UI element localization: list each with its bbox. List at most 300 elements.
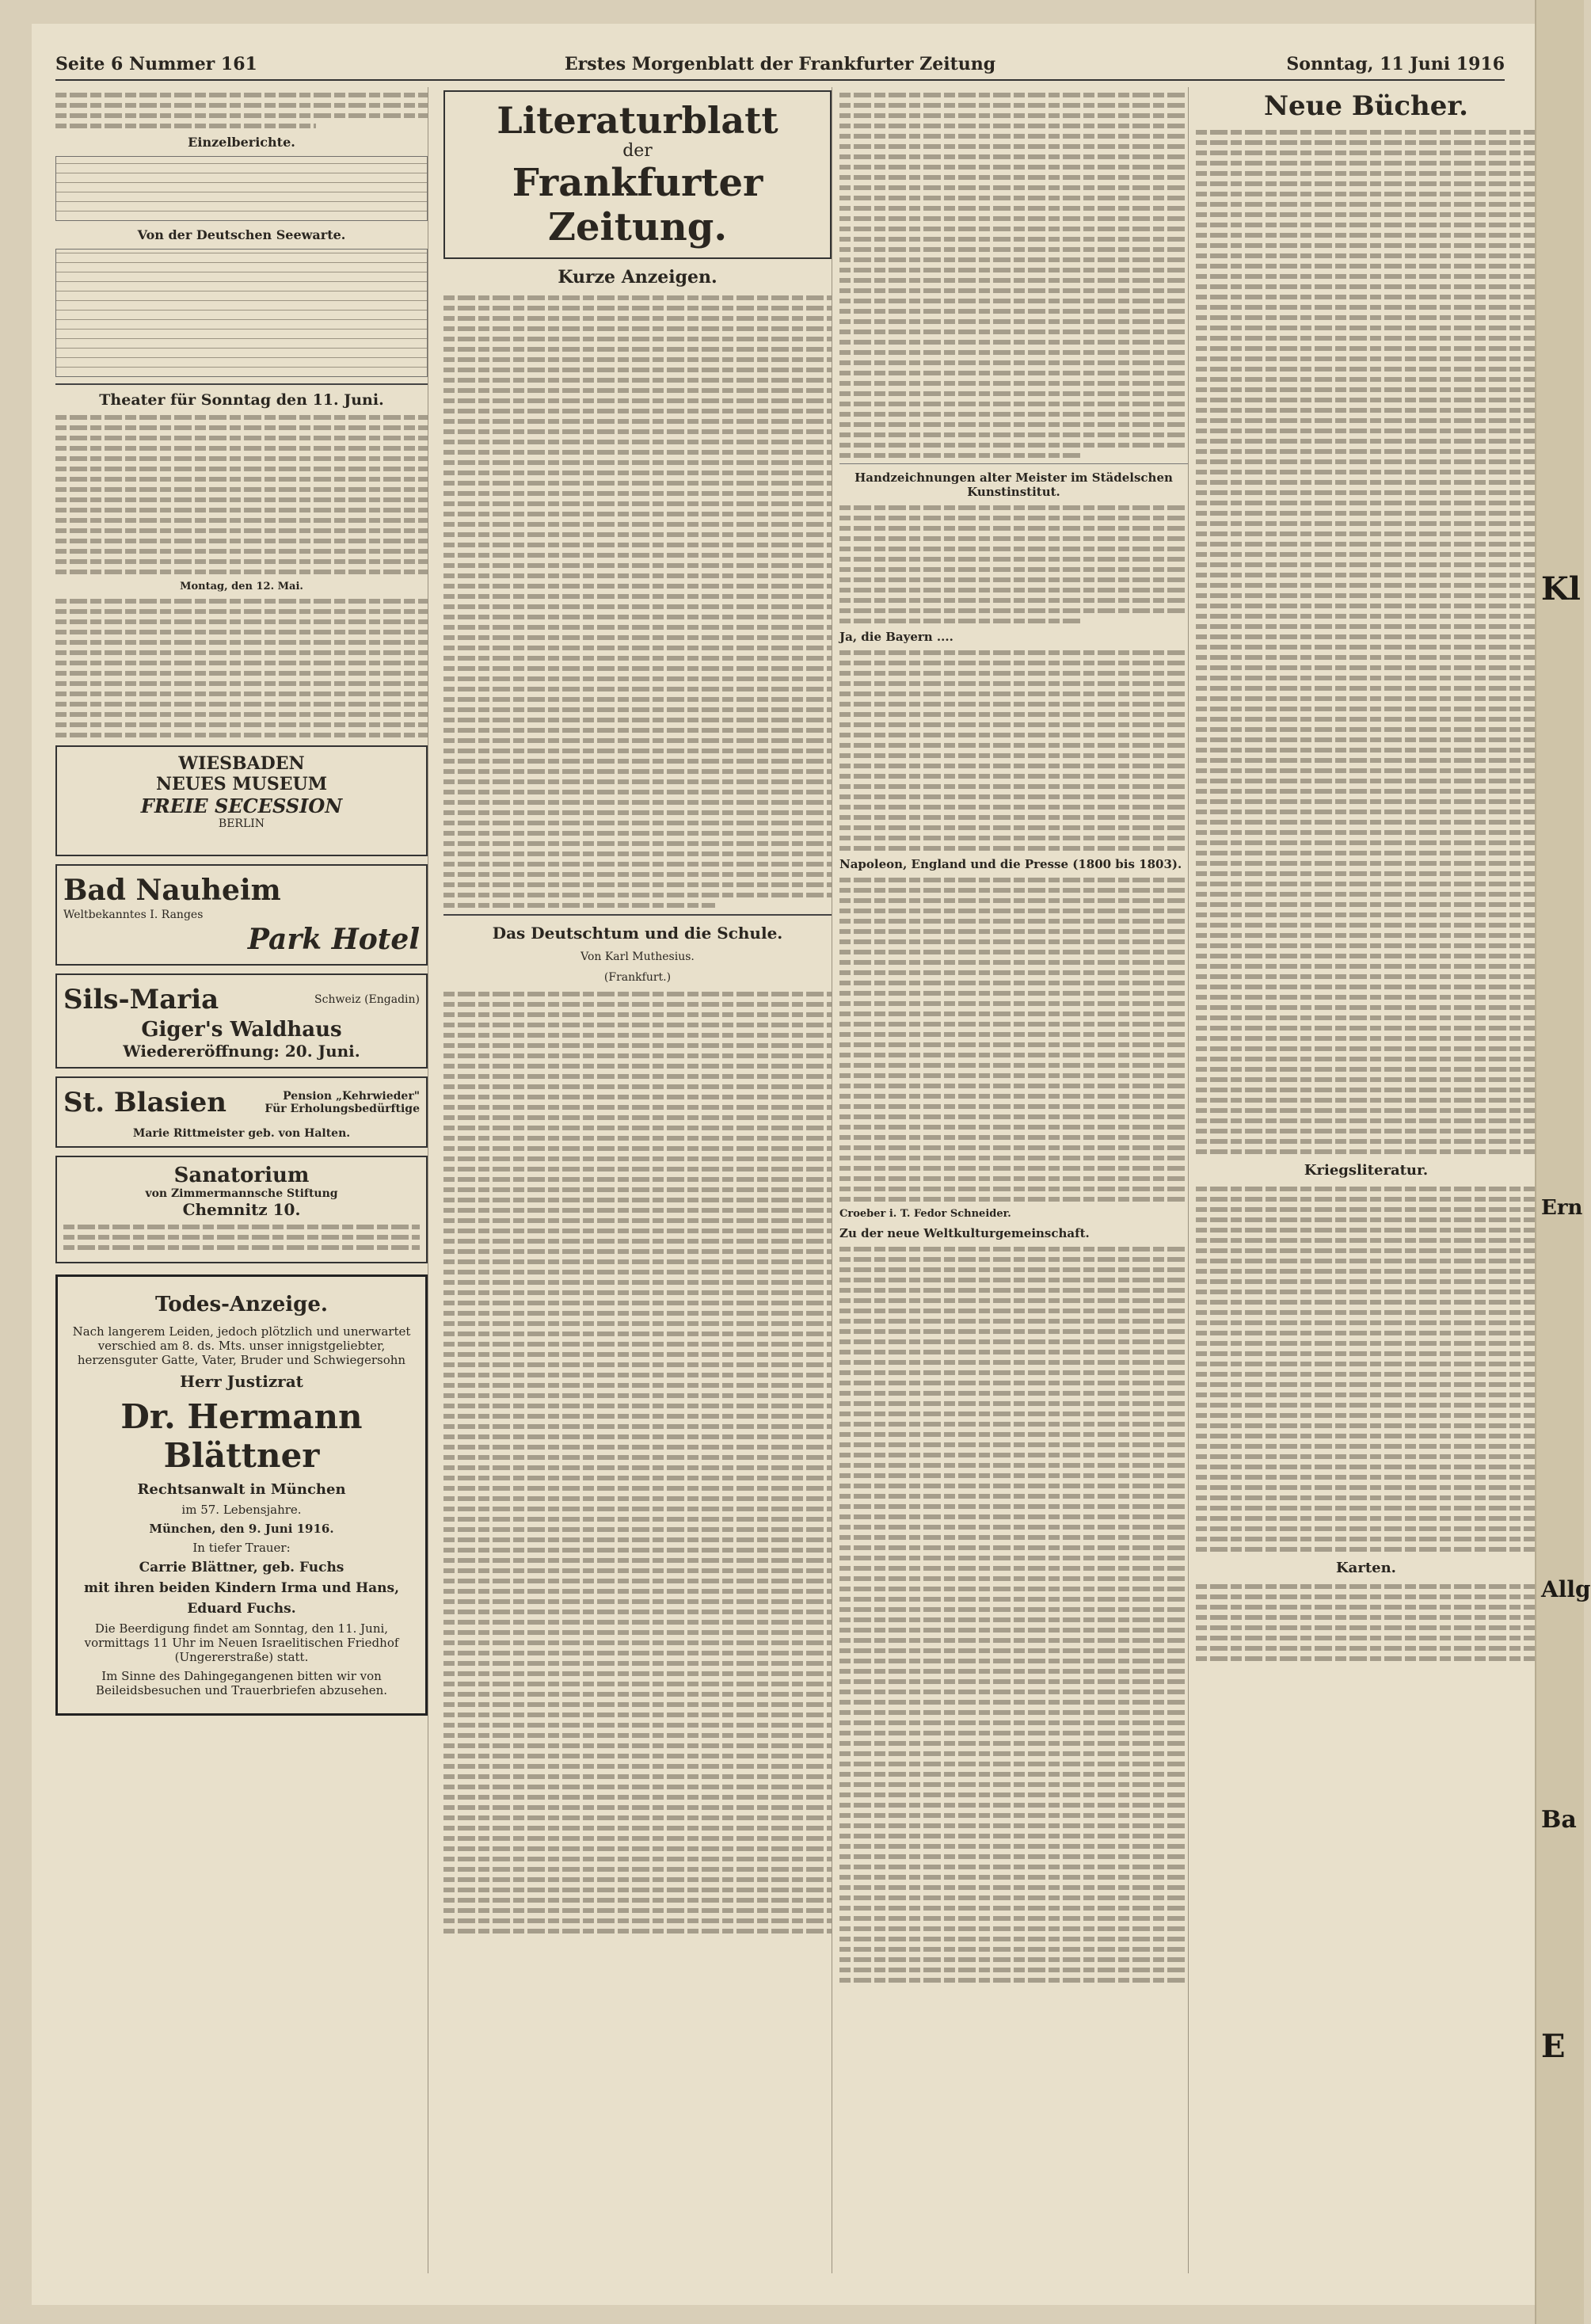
text-line	[443, 584, 832, 589]
text-line	[443, 1012, 832, 1017]
text-line	[839, 371, 1188, 375]
text-line	[443, 738, 832, 743]
deutschtum-place: (Frankfurt.)	[603, 971, 672, 984]
text-line	[839, 691, 1188, 696]
text-line	[443, 1630, 832, 1635]
text-line	[443, 1290, 832, 1295]
text-line	[55, 599, 428, 604]
text-line	[443, 306, 832, 311]
text-line	[839, 1844, 1188, 1849]
text-line	[839, 1772, 1188, 1777]
text-line	[1196, 871, 1536, 876]
text-line	[443, 419, 832, 424]
text-line	[839, 753, 1188, 758]
divider	[55, 383, 428, 385]
text-line	[1196, 418, 1536, 423]
text-line	[839, 1350, 1188, 1354]
text-line	[1196, 326, 1536, 330]
text-line	[839, 350, 1188, 355]
text-line	[1196, 367, 1536, 371]
text-line	[1196, 1057, 1536, 1061]
column-weather-theater-ads	[55, 87, 428, 2273]
text-line	[1196, 1485, 1536, 1490]
text-line	[443, 1743, 832, 1748]
text-line	[1196, 1444, 1536, 1449]
text-line	[443, 1218, 832, 1223]
text-line	[839, 1012, 1188, 1016]
text-line	[1196, 1279, 1536, 1284]
text-line	[1196, 1026, 1536, 1031]
text-line	[55, 609, 428, 614]
text-line	[839, 681, 1188, 686]
text-line	[1196, 707, 1536, 711]
text-line	[839, 1638, 1188, 1643]
text-line	[1196, 253, 1536, 258]
text-line	[1196, 398, 1536, 402]
text-line	[839, 1494, 1188, 1499]
text-line	[1196, 1547, 1536, 1552]
ad-blasien-purpose: Für Erholungsbedürftige	[265, 1103, 420, 1115]
text-line	[839, 1926, 1188, 1931]
text-line	[1196, 161, 1536, 166]
text-line	[55, 722, 428, 727]
text-line	[443, 1156, 832, 1161]
text-line	[1196, 1331, 1536, 1335]
text-line	[839, 1751, 1188, 1756]
ad-sanatorium-title: Sanatorium	[173, 1164, 310, 1187]
text-line	[839, 1453, 1188, 1457]
text-line	[1196, 851, 1536, 855]
text-line	[1196, 490, 1536, 495]
text-line	[443, 1764, 832, 1769]
text-line	[1196, 727, 1536, 732]
text-line	[839, 1145, 1188, 1150]
text-line	[839, 1360, 1188, 1365]
text-line	[839, 196, 1188, 200]
text-line	[443, 687, 832, 691]
text-line	[839, 1135, 1188, 1140]
text-line	[1196, 1139, 1536, 1144]
text-line	[839, 340, 1188, 345]
text-line	[1196, 1454, 1536, 1459]
death-notice-mourning: In tiefer Trauer:	[192, 1541, 291, 1555]
text-line	[839, 1937, 1188, 1941]
text-line	[839, 702, 1188, 707]
text-line	[1196, 985, 1536, 989]
text-line	[1196, 1129, 1536, 1133]
theater-heading: Theater für Sonntag den 11. Juni.	[99, 391, 384, 409]
text-line	[443, 769, 832, 774]
ad-blasien-pension: Pension „Kehrwieder"	[283, 1090, 420, 1103]
text-line	[839, 567, 1188, 572]
text-line	[443, 821, 832, 825]
text-line	[443, 1414, 832, 1419]
text-line	[1196, 1656, 1536, 1661]
text-line	[839, 929, 1188, 934]
text-line	[1196, 768, 1536, 773]
text-line	[839, 547, 1188, 551]
text-line	[1196, 408, 1536, 413]
text-line	[443, 1455, 832, 1460]
text-line	[1196, 974, 1536, 979]
text-line	[839, 1813, 1188, 1818]
text-line	[443, 625, 832, 630]
text-line	[839, 144, 1188, 149]
text-line	[839, 588, 1188, 592]
text-line	[839, 412, 1188, 417]
text-line	[839, 257, 1188, 262]
weltkultur-heading: Zu der neue Weltkulturgemeinschaft.	[839, 1226, 1090, 1240]
text-line	[443, 790, 832, 794]
text-line	[443, 1805, 832, 1810]
text-line	[443, 882, 832, 887]
text-line	[55, 436, 428, 440]
text-line	[443, 1548, 832, 1553]
death-notice-title: Todes-Anzeige.	[155, 1293, 328, 1316]
text-line	[839, 1834, 1188, 1838]
text-line	[1196, 1310, 1536, 1315]
text-line	[1196, 1259, 1536, 1263]
text-line	[839, 1690, 1188, 1694]
text-line	[839, 577, 1188, 582]
text-line	[1196, 1615, 1536, 1620]
text-line	[443, 543, 832, 547]
text-line	[1196, 511, 1536, 516]
text-line	[839, 1401, 1188, 1406]
text-line	[443, 635, 832, 640]
text-line	[1196, 1248, 1536, 1253]
text-line	[839, 1156, 1188, 1160]
text-line	[443, 810, 832, 815]
text-line	[443, 1311, 832, 1316]
text-line	[1196, 1088, 1536, 1092]
text-line	[443, 471, 832, 475]
death-notice-family-2: mit ihren beiden Kindern Irma und Hans,	[83, 1580, 400, 1596]
text-line	[1196, 583, 1536, 588]
text-line	[443, 1373, 832, 1377]
text-line	[839, 1473, 1188, 1478]
text-line	[55, 619, 428, 624]
text-line	[443, 316, 832, 321]
text-line	[839, 1381, 1188, 1385]
text-line	[55, 640, 428, 645]
death-notice-role: Rechtsanwalt in München	[137, 1481, 346, 1498]
text-line	[839, 237, 1188, 242]
text-line	[1196, 1506, 1536, 1511]
death-notice-family-1: Carrie Blättner, geb. Fuchs	[139, 1560, 344, 1575]
text-line	[443, 1136, 832, 1141]
text-line	[839, 909, 1188, 913]
text-line	[839, 794, 1188, 799]
text-line	[839, 124, 1188, 128]
text-line	[55, 93, 428, 97]
text-line	[1196, 1320, 1536, 1325]
text-line	[1196, 1495, 1536, 1500]
text-line	[1196, 1290, 1536, 1294]
theater-monday-heading: Montag, den 12. Mai.	[180, 581, 303, 592]
text-line	[443, 1857, 832, 1861]
text-line	[55, 113, 428, 118]
text-line	[443, 1023, 832, 1027]
column-literaturblatt	[443, 87, 832, 2273]
text-line	[839, 1197, 1188, 1202]
seewarte-heading: Von der Deutschen Seewarte.	[137, 227, 346, 242]
text-line	[1196, 655, 1536, 660]
death-notice-request: Im Sinne des Dahingegangenen bitten wir von Beileidsbesuchen und Trauerbriefen abzusehen.	[95, 1669, 388, 1697]
text-line	[443, 1795, 832, 1800]
text-line	[55, 487, 428, 492]
text-line	[1196, 1475, 1536, 1480]
ad-wiesbaden-museum	[55, 745, 428, 856]
text-line	[839, 1700, 1188, 1705]
ad-nauheim-title: Bad Nauheim	[63, 874, 281, 907]
text-line	[1196, 429, 1536, 433]
text-line	[1196, 892, 1536, 897]
text-line	[55, 477, 428, 482]
text-line	[839, 422, 1188, 427]
ad-sils-maria	[55, 973, 428, 1069]
ad-blasien-row	[63, 1084, 420, 1121]
text-line	[1196, 1005, 1536, 1010]
strip-fragment-4: Ba	[1541, 1806, 1577, 1834]
text-line	[839, 1073, 1188, 1078]
text-line	[839, 516, 1188, 520]
text-line	[443, 851, 832, 856]
text-line	[839, 288, 1188, 293]
text-line	[839, 764, 1188, 768]
text-line	[443, 1898, 832, 1903]
text-line	[1196, 233, 1536, 238]
text-line	[443, 1424, 832, 1429]
text-line	[839, 216, 1188, 221]
text-line	[443, 1558, 832, 1563]
text-line	[839, 733, 1188, 737]
text-line	[443, 368, 832, 372]
text-line	[1196, 1625, 1536, 1630]
text-line	[443, 1661, 832, 1666]
text-line	[839, 381, 1188, 386]
text-line	[443, 676, 832, 681]
text-line	[443, 666, 832, 671]
text-line	[839, 970, 1188, 975]
text-line	[1196, 521, 1536, 526]
ad-wiesbaden-secession: FREIE SECESSION	[140, 794, 343, 817]
text-line	[1196, 1187, 1536, 1191]
karten-heading: Karten.	[1336, 1560, 1396, 1576]
text-line	[443, 707, 832, 712]
text-line	[443, 1867, 832, 1872]
text-line	[443, 1815, 832, 1820]
text-line	[443, 1918, 832, 1923]
page-header	[55, 48, 1505, 81]
text-line	[55, 712, 428, 717]
text-line	[839, 1659, 1188, 1663]
text-line	[839, 1125, 1188, 1130]
text-line	[839, 784, 1188, 789]
text-line	[443, 1404, 832, 1408]
text-line	[55, 661, 428, 665]
text-line	[443, 1445, 832, 1450]
text-line	[1196, 140, 1536, 145]
ad-blasien-owner: Marie Rittmeister geb. von Halten.	[132, 1127, 351, 1140]
text-line	[1196, 1362, 1536, 1366]
text-line	[839, 1885, 1188, 1890]
text-line	[443, 337, 832, 341]
text-line	[839, 1084, 1188, 1088]
text-line	[63, 1235, 420, 1240]
text-line	[443, 646, 832, 650]
text-line	[839, 1504, 1188, 1509]
text-line	[839, 774, 1188, 779]
text-line	[839, 1597, 1188, 1602]
text-line	[839, 227, 1188, 231]
text-line	[443, 1393, 832, 1398]
text-line	[839, 1484, 1188, 1488]
column-articles	[839, 87, 1189, 2273]
text-line	[1196, 1046, 1536, 1051]
text-line	[1196, 171, 1536, 176]
text-line	[443, 800, 832, 805]
ad-sils-title: Sils-Maria	[63, 984, 219, 1015]
text-line	[443, 779, 832, 784]
text-line	[443, 1527, 832, 1532]
ad-sils-row	[63, 981, 420, 1018]
text-line	[1196, 212, 1536, 217]
text-line	[839, 1442, 1188, 1447]
text-line	[443, 1713, 832, 1717]
text-line	[839, 1001, 1188, 1006]
text-line	[443, 697, 832, 702]
text-line	[839, 1957, 1188, 1962]
text-line	[55, 681, 428, 686]
text-line	[1196, 377, 1536, 382]
text-line	[443, 1126, 832, 1130]
text-line	[839, 1432, 1188, 1437]
text-line	[443, 1198, 832, 1202]
text-line	[55, 528, 428, 533]
text-line	[839, 1053, 1188, 1057]
text-line	[839, 712, 1188, 717]
ad-sils-reopening: Wiedereröffnung: 20. Juni.	[123, 1042, 360, 1061]
text-line	[839, 268, 1188, 272]
text-line	[1196, 593, 1536, 598]
header-date: Sonntag, 11 Juni 1916	[1286, 54, 1505, 74]
text-line	[55, 467, 428, 471]
text-line	[1196, 295, 1536, 299]
text-line	[839, 598, 1188, 603]
text-line	[839, 1617, 1188, 1622]
text-line	[443, 398, 832, 403]
text-line	[1196, 1149, 1536, 1154]
text-line	[839, 185, 1188, 190]
text-line	[839, 1114, 1188, 1119]
text-line	[443, 1095, 832, 1099]
text-line	[1196, 1372, 1536, 1377]
text-line	[839, 1566, 1188, 1571]
text-line	[839, 1267, 1188, 1272]
header-page-number: Seite 6 Nummer 161	[55, 54, 257, 74]
text-line	[1196, 1351, 1536, 1356]
text-line	[839, 1022, 1188, 1027]
text-line	[1196, 943, 1536, 948]
text-line	[839, 1803, 1188, 1808]
text-line	[839, 1339, 1188, 1344]
text-line	[443, 1877, 832, 1882]
text-line	[839, 453, 1083, 458]
text-line	[1196, 1594, 1536, 1599]
ad-wiesbaden-city: WIESBADEN	[178, 753, 305, 774]
text-line	[839, 1391, 1188, 1396]
text-line	[839, 1370, 1188, 1375]
text-line	[443, 1671, 832, 1676]
text-line	[839, 526, 1188, 531]
text-line	[1196, 604, 1536, 608]
text-line	[1196, 717, 1536, 722]
text-line	[839, 1032, 1188, 1037]
text-line	[839, 815, 1188, 820]
seewarte-table	[55, 249, 428, 377]
strip-fragment-2: Ern	[1541, 1196, 1583, 1220]
text-line	[443, 1352, 832, 1357]
text-line	[1196, 861, 1536, 866]
text-line	[443, 1249, 832, 1254]
text-line	[839, 1679, 1188, 1684]
text-line	[443, 656, 832, 661]
text-line	[1196, 1098, 1536, 1103]
text-line	[839, 836, 1188, 840]
text-line	[839, 939, 1188, 944]
text-line	[443, 1270, 832, 1274]
death-notice-date: München, den 9. Juni 1916.	[149, 1522, 334, 1536]
text-line	[839, 1720, 1188, 1725]
text-line	[839, 103, 1188, 108]
text-line	[839, 981, 1188, 985]
text-line	[839, 846, 1188, 851]
strip-fragment-3: Allg	[1541, 1576, 1591, 1602]
text-line	[443, 481, 832, 486]
text-line	[443, 1053, 832, 1058]
text-line	[443, 491, 832, 496]
text-line	[443, 409, 832, 413]
text-line	[443, 1465, 832, 1470]
literaturblatt-paper: Frankfurter Zeitung.	[512, 161, 763, 250]
text-line	[839, 1319, 1188, 1324]
text-line	[839, 154, 1188, 159]
text-line	[1196, 799, 1536, 804]
text-line	[839, 671, 1188, 676]
text-line	[1196, 1067, 1536, 1072]
text-line	[1196, 1636, 1536, 1640]
text-line	[839, 93, 1188, 97]
text-line	[55, 630, 428, 634]
strip-fragment-1: Kl	[1541, 570, 1581, 608]
text-line	[839, 1710, 1188, 1715]
text-line	[1196, 933, 1536, 938]
text-line	[1196, 552, 1536, 557]
text-line	[55, 456, 428, 461]
text-line	[839, 1854, 1188, 1859]
text-line	[55, 103, 428, 108]
text-line	[55, 539, 428, 543]
text-line	[443, 594, 832, 599]
text-line	[839, 878, 1188, 882]
text-line	[1196, 315, 1536, 320]
text-line	[443, 1496, 832, 1501]
text-line	[443, 1167, 832, 1172]
text-line	[839, 919, 1188, 924]
text-line	[1196, 1197, 1536, 1202]
text-line	[443, 1785, 832, 1789]
